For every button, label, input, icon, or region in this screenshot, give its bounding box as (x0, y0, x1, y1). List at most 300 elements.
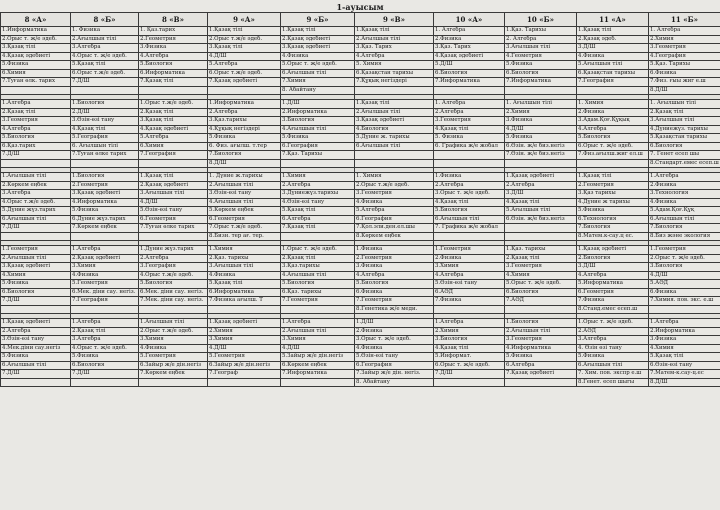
lesson-cell: 6.Биология (71, 361, 139, 370)
lesson-cell: 4.Қазақ әдебиеті (139, 125, 208, 134)
lesson-cell: 1.Қазақ әдебиеті (577, 246, 649, 255)
lesson-cell: 4.Химия (1, 271, 71, 280)
lesson-cell: 7.География (577, 78, 649, 87)
lesson-cell (355, 151, 434, 160)
lesson-cell: 4.Д/Ш (649, 271, 720, 280)
lesson-cell: 3.Технология (649, 190, 720, 199)
lesson-cell: 1.Алгебра (281, 319, 355, 328)
lesson-cell: 3.Орыс т. ж/е әдеб. (434, 190, 505, 199)
lesson-cell: 7.География (71, 297, 139, 306)
lesson-cell: 2.АӘД (577, 327, 649, 336)
lesson-cell: 8.Бизн. тер ағ. тер. (208, 232, 281, 241)
lesson-cell: 7.Құқық негіздері (355, 78, 434, 87)
lesson-cell: 3.Геометрия (355, 190, 434, 199)
lesson-row (1, 198, 720, 207)
lesson-cell: 2.Ағылшын тілі (1, 254, 71, 263)
lesson-cell: 6.Физика (355, 288, 434, 297)
lesson-cell: 6.Қаз.тарих (1, 142, 71, 151)
lesson-cell: 7.Көркем еңбек (71, 224, 139, 233)
lesson-row (1, 190, 720, 199)
lesson-cell: 2.Геометрия (355, 254, 434, 263)
lesson-cell: 5.Д/Ш (434, 61, 505, 70)
lesson-cell: 8. Абайтану (281, 86, 355, 95)
lesson-cell (139, 305, 208, 314)
lesson-cell: 3.Химия (434, 263, 505, 272)
lesson-cell: 5.Физика (505, 353, 577, 362)
lesson-cell: 5.Дүние жүз.тарих (1, 207, 71, 216)
lesson-cell (71, 305, 139, 314)
lesson-cell: 6.Информатика (139, 69, 208, 78)
lesson-row (1, 159, 720, 168)
lesson-cell: 5.Физика (505, 134, 577, 143)
lesson-cell: 8.Генет. есеп шыгы (577, 378, 649, 387)
class-header: 10 «А» (434, 13, 505, 27)
lesson-cell: 1. Физика (71, 27, 139, 36)
lesson-cell: 4.Алгебра (355, 52, 434, 61)
lesson-row (1, 125, 720, 134)
lesson-cell: 4.География (649, 52, 720, 61)
lesson-cell: 4.Алгебра (434, 271, 505, 280)
lesson-cell: 1. Химия (355, 173, 434, 182)
lesson-row (1, 361, 720, 370)
lesson-cell: 5.АӘД (649, 280, 720, 289)
lesson-cell (505, 86, 577, 95)
lesson-cell (649, 305, 720, 314)
lesson-cell: 1. Химия (577, 100, 649, 109)
lesson-cell: 3.Д/Ш (505, 190, 577, 199)
lesson-cell: 7.Д/Ш (71, 78, 139, 87)
lesson-cell: 7.Физ. ғыы жиг е.ш (649, 78, 720, 87)
lesson-cell: 2.Физика (649, 181, 720, 190)
lesson-cell: 2.Қазақ тілі (505, 254, 577, 263)
lesson-cell: 2.Ағылшын тілі (505, 327, 577, 336)
lesson-row (1, 378, 720, 387)
lesson-cell: 5.Өзін-өзі тану (139, 207, 208, 216)
lesson-cell: 6.Ағылшын тілі (649, 215, 720, 224)
lesson-cell: 1.Ағылшын тілі (139, 319, 208, 328)
lesson-cell: 4.Д/Ш (208, 344, 281, 353)
lesson-cell: 4.Қазақ тілі (434, 344, 505, 353)
lesson-cell: 7.Физика (577, 297, 649, 306)
lesson-cell: 3.Химия (71, 263, 139, 272)
lesson-cell: 8.Генетика ж/е меди. (355, 305, 434, 314)
lesson-cell: 7.Қазақ әдебиеті (208, 78, 281, 87)
lesson-cell: 5.Биология (1, 134, 71, 143)
lesson-cell (281, 305, 355, 314)
lesson-cell: 7.Қазақ әдебиеті (505, 370, 577, 379)
lesson-cell: 6.Геометрия (139, 215, 208, 224)
lesson-cell: 2.Қазақ тілі (281, 254, 355, 263)
lesson-cell: 1.Орыс т. ж/е әдеб. (577, 319, 649, 328)
lesson-cell: 7.Биология (208, 151, 281, 160)
lesson-cell: 6.Биология (505, 288, 577, 297)
lesson-cell: 2.Қазақ тілі (71, 327, 139, 336)
lesson-cell: 3.Қаз. Тарих (355, 44, 434, 53)
lesson-cell: 6.Геометрия (208, 215, 281, 224)
lesson-cell (355, 86, 434, 95)
class-header: 11 «А» (577, 13, 649, 27)
lesson-row (1, 370, 720, 379)
lesson-cell: 2.Физика (577, 108, 649, 117)
lesson-cell: 1. Ағылшын тілі (505, 100, 577, 109)
lesson-cell: 7. Хим. пов. экспр е.ш (577, 370, 649, 379)
lesson-cell: 1.Физика (434, 173, 505, 182)
lesson-row (1, 327, 720, 336)
lesson-cell: 1.Биология (505, 319, 577, 328)
lesson-cell: 5.Физика (1, 353, 71, 362)
lesson-cell: 6.Қазақстан тарихы (577, 69, 649, 78)
lesson-cell (71, 232, 139, 241)
lesson-cell: 3.Өзін-өзі тану (208, 190, 281, 199)
lesson-cell: 5.Қаз. Тарихы (649, 61, 720, 70)
lesson-cell: 7.Геометрия (281, 297, 355, 306)
lesson-cell: 4.Д/Ш (281, 344, 355, 353)
lesson-cell: 7.Матем-к.сау-ц.ес (649, 370, 720, 379)
lesson-cell: 1.Қазақ тілі (355, 27, 434, 36)
lesson-cell: 6.Ағылшын тілі (1, 361, 71, 370)
lesson-cell: 3.Қаз.тарихы (208, 117, 281, 126)
lesson-cell: 1.Геометрия (1, 246, 71, 255)
lesson-cell: 6.Геометрия (577, 288, 649, 297)
lesson-cell: 5.Геометрия (208, 353, 281, 362)
lesson-row (1, 173, 720, 182)
lesson-row (1, 319, 720, 328)
lesson-cell: 4.Геометрия (505, 52, 577, 61)
lesson-cell: 1.Геометрия (649, 246, 720, 255)
lesson-cell: 6.География (281, 142, 355, 151)
lesson-cell: 4.Орыс т.ж/е әдеб. (1, 198, 71, 207)
lesson-cell: 7.Қазақ тілі (281, 224, 355, 233)
lesson-cell: 1.Химия (281, 173, 355, 182)
lesson-cell: 4.Д/Ш (139, 198, 208, 207)
lesson-cell: 3.Биология (434, 336, 505, 345)
lesson-cell: 5.Өзін-өзі тану (355, 353, 434, 362)
lesson-cell: 6.Қазақстан тарихы (355, 69, 434, 78)
lesson-cell: 7.Информатика (434, 78, 505, 87)
lesson-row (1, 69, 720, 78)
lesson-cell: 4.Қазақ тілі (505, 198, 577, 207)
lesson-cell: 2.Орыс т. ж/е әдеб. (649, 254, 720, 263)
lesson-cell: 3.Дүниежүз.тарихы (281, 190, 355, 199)
lesson-cell: 3.Ағылшын тілі (139, 190, 208, 199)
lesson-cell: 7.Информатика (505, 78, 577, 87)
lesson-cell: 3.Өзін-өзі тану (1, 336, 71, 345)
lesson-cell: 1. Алгебра (649, 27, 720, 36)
lesson-cell: 1. Алгебра (434, 100, 505, 109)
lesson-cell: 3.Химия (281, 336, 355, 345)
lesson-row (1, 288, 720, 297)
lesson-cell: 3.Алгебра (1, 190, 71, 199)
lesson-cell: 5.Биология (355, 280, 434, 289)
lesson-cell: 6.Орыс т.ж/е әдеб. (208, 69, 281, 78)
lesson-cell: 2.Алгебра (505, 181, 577, 190)
lesson-cell: 5.Қазақ тілі (208, 280, 281, 289)
lesson-cell: 4.Алгебра (355, 271, 434, 280)
lesson-cell: 6.Алгебра (505, 361, 577, 370)
lesson-cell: 4.Өзін-өзі тану (281, 198, 355, 207)
lesson-cell: 3.Химия (139, 336, 208, 345)
lesson-cell: 1.Орыс т. ж/е әдеб. (281, 246, 355, 255)
lesson-row (1, 100, 720, 109)
lesson-cell: 2.Көркем еңбек (1, 181, 71, 190)
lesson-cell: 3.География (139, 263, 208, 272)
lesson-cell: 2.Қаз. тарихы (208, 254, 281, 263)
lesson-cell (1, 159, 71, 168)
lesson-cell: 8.Станд.емес есеп.ш (577, 305, 649, 314)
lesson-cell: 2.Ағылшын тілі (355, 35, 434, 44)
lesson-cell: 5.Физика (577, 207, 649, 216)
lesson-cell: 3.Геометрия (434, 117, 505, 126)
lesson-cell (139, 86, 208, 95)
lesson-cell: 2.Орыс т.ж/е әдеб. (355, 181, 434, 190)
lesson-cell (505, 224, 577, 233)
lesson-cell: 4.Физика (355, 198, 434, 207)
lesson-cell: 1. Алгебра (434, 27, 505, 36)
lesson-cell: 2.Алгебра (434, 108, 505, 117)
lesson-cell: 4.Орыс т.ж/е әдеб. (139, 271, 208, 280)
lesson-cell: 5.Орыс т. ж/е әдеб. (505, 280, 577, 289)
lesson-cell: 5.Физика (1, 280, 71, 289)
lesson-cell: 1.Химия (208, 246, 281, 255)
lesson-cell: 5.Алгебра (355, 207, 434, 216)
lesson-cell: 3.Ағылшын тілі (649, 117, 720, 126)
lesson-cell: 4.Дүние ж тарихы (577, 198, 649, 207)
lesson-cell: 5.Физика (577, 353, 649, 362)
lesson-cell: 5.Геометрия (139, 353, 208, 362)
lesson-cell: 3.Алгебра (71, 336, 139, 345)
lesson-cell: 1.Физика (355, 246, 434, 255)
lesson-cell: 1.Информатика (1, 27, 71, 36)
lesson-cell: 6. Графика ж/е жобал (434, 142, 505, 151)
lesson-cell: 7.География (139, 151, 208, 160)
lesson-cell: 1.Алгебра (71, 319, 139, 328)
lesson-cell: 4.Физика (355, 344, 434, 353)
lesson-row (1, 344, 720, 353)
lesson-cell: 6.Ағылшын тілі (355, 142, 434, 151)
lesson-cell: 7.Геометрия (355, 297, 434, 306)
lesson-cell: 4.Ағылшын тілі (208, 198, 281, 207)
lesson-cell: 2.Қазақ әдеб. (577, 35, 649, 44)
lesson-cell: 1.Қазақ тілі (281, 27, 355, 36)
lesson-cell (505, 159, 577, 168)
lesson-cell: 3.Қаз.тарихы (281, 263, 355, 272)
lesson-cell: 4.Информатика (505, 344, 577, 353)
lesson-cell: 4.Д/Ш (208, 52, 281, 61)
lesson-cell: 3.Ағылшын тілі (505, 44, 577, 53)
lesson-cell: 5.Алгебра (139, 134, 208, 143)
lesson-row (1, 263, 720, 272)
lesson-cell: 8. Абайтану (355, 378, 434, 387)
lesson-cell: 4.Құқық негіздері (208, 125, 281, 134)
lesson-cell: 2.Д/Ш (71, 108, 139, 117)
lesson-cell: 1.Дүние жүз.тарих (139, 246, 208, 255)
lesson-cell: 3.Қаз. Тарих (434, 44, 505, 53)
lesson-cell: 5.Дүние ж. тарихы (355, 134, 434, 143)
lesson-cell: 5.Физика (281, 134, 355, 143)
lesson-cell: 6.Өзін. ж/е биз.негіз (505, 142, 577, 151)
lesson-cell: 7.Географ (208, 370, 281, 379)
lesson-cell: 2.Қазақ тілі (649, 108, 720, 117)
lesson-cell: 5.Ағылшын тілі (577, 61, 649, 70)
lesson-cell: 3.Қаз тарихы (577, 190, 649, 199)
lesson-cell: 1.Қазақ тілі (577, 173, 649, 182)
lesson-cell: 1.Орыс т.ж/е әдеб. (139, 100, 208, 109)
lesson-cell: 5.Адам.Қоғ.Құқ (649, 207, 720, 216)
lesson-cell: 2.Химия (208, 327, 281, 336)
lesson-cell: 2.Орыс т.ж/е әдеб. (139, 327, 208, 336)
lesson-cell: 2.Орыс т. ж/е әдеб. (1, 35, 71, 44)
lesson-cell: 7.Д/Ш (1, 151, 71, 160)
lesson-cell: 6. Физ. ағылш. т.тер (208, 142, 281, 151)
lesson-cell: 2.Қазақ әдебиеті (71, 254, 139, 263)
lesson-cell: 5.Физика (71, 353, 139, 362)
lesson-cell: 5.Қазақ тілі (281, 207, 355, 216)
lesson-cell: 2.Алгебра (208, 108, 281, 117)
lesson-cell: 2.Алгебра (281, 181, 355, 190)
lesson-cell: 1.Алгебра (434, 319, 505, 328)
lesson-cell: 4.Орыс т. ж/е әдеб. (71, 344, 139, 353)
lesson-cell: 2.Алгебра (1, 327, 71, 336)
lesson-cell: 1.Қаз. тарихы (505, 246, 577, 255)
lesson-cell: 3.Геометрия (649, 44, 720, 53)
lesson-cell: 6. Ағылшын тілі (71, 142, 139, 151)
lesson-cell: 6.Ағылшын тілі (1, 215, 71, 224)
lesson-cell: 7. Генет есеп шы (649, 151, 720, 160)
lesson-cell: 2.Геометрия (577, 181, 649, 190)
lesson-row (1, 86, 720, 95)
lesson-cell: 5.Физика (71, 207, 139, 216)
lesson-cell: 1.Қазақ әдебиеті (505, 173, 577, 182)
class-header: 9 «В» (355, 13, 434, 27)
lesson-cell: 4.Физика (139, 344, 208, 353)
lesson-cell: 4.Физика (649, 198, 720, 207)
lesson-cell: 3.Қазақ әдебиеті (1, 263, 71, 272)
lesson-cell: 3.Алгебра (577, 336, 649, 345)
lesson-row (1, 271, 720, 280)
lesson-cell: 4.Химия (649, 344, 720, 353)
lesson-cell: 4.Физика (577, 52, 649, 61)
lesson-cell: 1.Биология (71, 173, 139, 182)
lesson-cell: 6.Ағылшын тілі (577, 361, 649, 370)
lesson-cell (208, 378, 281, 387)
lesson-cell: 7.Зайыр ж/е дін. негіз. (355, 370, 434, 379)
lesson-cell: 6.Ағылшын тілі (281, 69, 355, 78)
lesson-row (1, 254, 720, 263)
lesson-cell: 6.АӘД (434, 288, 505, 297)
lesson-cell: 2.Қазақ тілі (1, 108, 71, 117)
lesson-cell (434, 378, 505, 387)
lesson-cell: 5.Биология (577, 134, 649, 143)
lesson-cell: 4.Қазақ тілі (434, 125, 505, 134)
lesson-cell (281, 232, 355, 241)
lesson-cell: 6.Дүние жүз.тарих (71, 215, 139, 224)
lesson-cell: 4.Қазақ тілі (434, 198, 505, 207)
lesson-cell: 2.Физика (434, 35, 505, 44)
lesson-cell: 4.Қазақ әдебиеті (434, 52, 505, 61)
lesson-cell: 5.Физика (505, 61, 577, 70)
lesson-cell: 6.Орыс т. ж/е әдеб. (434, 361, 505, 370)
lesson-cell: 1.Қазақ тілі (139, 173, 208, 182)
lesson-cell: 7.Д/Ш (434, 370, 505, 379)
lesson-cell: 5.География (71, 134, 139, 143)
class-header: 11 «Б» (649, 13, 720, 27)
lesson-cell (434, 159, 505, 168)
lesson-cell: 5.Физика (208, 134, 281, 143)
page-title: 1-ауысым (336, 2, 384, 12)
lesson-cell: 2.Геометрия (139, 35, 208, 44)
lesson-cell: 6.Биология (1, 288, 71, 297)
lesson-cell: 2.Ағылшын тілі (208, 181, 281, 190)
lesson-cell: 4.Биология (355, 125, 434, 134)
lesson-row (1, 224, 720, 233)
lesson-row (1, 52, 720, 61)
lesson-cell: 5. Физика (434, 134, 505, 143)
lesson-cell: 4.Физика (208, 271, 281, 280)
lesson-cell (208, 86, 281, 95)
lesson-cell: 6.Физика (649, 69, 720, 78)
lesson-cell: 7.Химия (281, 78, 355, 87)
lesson-cell: 3.Қазақ тілі (208, 44, 281, 53)
lesson-cell: 7.Көркем еңбек (139, 370, 208, 379)
lesson-cell: 3.Адам.Қоғ.Құқық (577, 117, 649, 126)
lesson-cell: 3.Физика (649, 336, 720, 345)
lesson-cell (281, 159, 355, 168)
lesson-cell: 2.Қазақ әдебиеті (139, 181, 208, 190)
class-header: 10 «Б» (505, 13, 577, 27)
lesson-cell: 7.Қаз. Тарихы (281, 151, 355, 160)
lesson-cell: 5.Биология (434, 207, 505, 216)
lesson-row (1, 27, 720, 36)
lesson-cell: 3.Қазақ тілі (1, 44, 71, 53)
lesson-row (1, 151, 720, 160)
lesson-cell: 2.Ағылшын тілі (71, 35, 139, 44)
lesson-cell (281, 378, 355, 387)
lesson-row (1, 207, 720, 216)
lesson-cell: 5.Қазақ тілі (649, 353, 720, 362)
lesson-row (1, 215, 720, 224)
lesson-cell: 6.Биология (649, 142, 720, 151)
lesson-cell: 1.Биология (71, 100, 139, 109)
lesson-row (1, 108, 720, 117)
lesson-cell: 1.Қазақ әдебиеті (208, 319, 281, 328)
lesson-cell: 4.Қазақ тілі (71, 125, 139, 134)
lesson-cell: 1.Геометрия (434, 246, 505, 255)
lesson-cell: 6.Химия (139, 142, 208, 151)
lesson-cell: 2.Алгебра (139, 254, 208, 263)
lesson-cell: 2.Информатика (281, 108, 355, 117)
lesson-cell: 8.Биз және экология (649, 232, 720, 241)
lesson-cell: 4.Алгебра (139, 52, 208, 61)
lesson-cell: 5. Химия (355, 61, 434, 70)
lesson-cell: 8.Д/Ш (649, 86, 720, 95)
lesson-cell: 5.Физика (1, 61, 71, 70)
lesson-cell: 3.Биология (281, 117, 355, 126)
lesson-cell: 2.Ағылшын тілі (281, 327, 355, 336)
lesson-cell: 7.Физика (434, 297, 505, 306)
lesson-cell: 2.Химия (649, 35, 720, 44)
lesson-row (1, 78, 720, 87)
class-header: 9 «А» (208, 13, 281, 27)
lesson-cell: 2.Геометрия (71, 181, 139, 190)
lesson-cell: 6.География (355, 361, 434, 370)
lesson-cell: 6.Зайыр ж/е дін.негіз (208, 361, 281, 370)
lesson-cell: 7.АӘД (505, 297, 577, 306)
lesson-cell: 8.Көркем еңбек (355, 232, 434, 241)
lesson-cell: 6.Информатика (208, 288, 281, 297)
lesson-cell: 6.Зайыр ж/е дін.негіз (139, 361, 208, 370)
lesson-cell: 4.Мек.діни сау.негіз (1, 344, 71, 353)
lesson-cell: 3.Ағылшын тілі (208, 263, 281, 272)
